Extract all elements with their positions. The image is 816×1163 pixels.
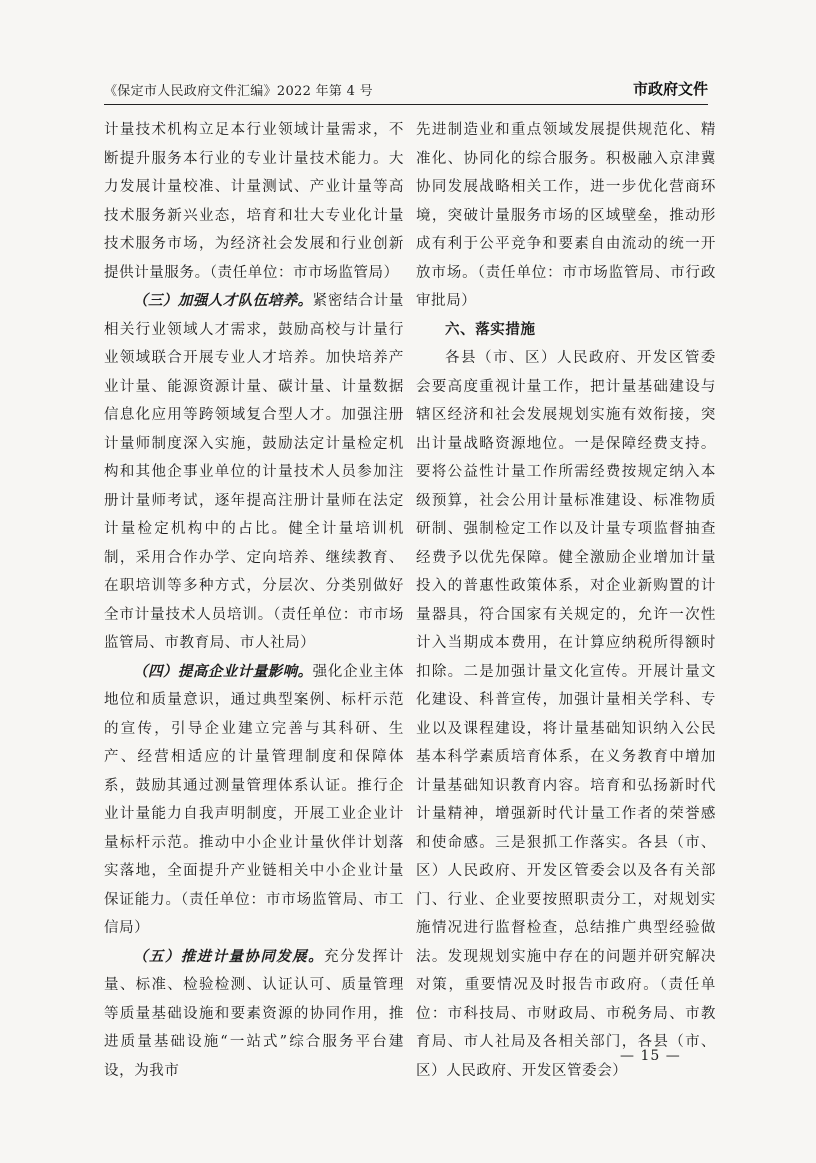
section-3 [104, 287, 404, 658]
section-4-title: （四）提高企业计量影响。 [133, 662, 313, 680]
section-4 [104, 658, 404, 943]
page-header [104, 78, 708, 105]
section-5-title: （五）推进计量协同发展。 [133, 947, 325, 965]
left-column [104, 116, 404, 1085]
paragraph: 计量技术机构立足本行业领域计量需求，不断提升服务本行业的专业计量技术能力。大力发展计量校准、计量测试、产业计量等高技术服务新兴业态，培育和壮大专业化计量技术服务市场，为经济社会发展和行业创新提供计量服务。（责任单位：市市场监管局） [104, 122, 404, 281]
publication-title: 《保定市人民政府文件汇编》2022 年第 4 号 [104, 84, 373, 99]
section-4-text: 强化企业主体地位和质量意识，通过典型案例、标杆示范的宣传，引导企业建立完善与其科研、生产、经营相适应的计量管理制度和保障体系，鼓励其通过测量管理体系认证。推行企业计量能力自我声明制度，开展工业企业计量标杆示范。推动中小企业计量伙伴计划落实落地，全面提升产业链相关中小企业计量保证能力。（责任单位：市市场监管局、市工信局） [104, 663, 404, 936]
section-label: 市政府文件 [632, 80, 708, 98]
section-6-text: 各县（市、区）人民政府、开发区管委会要高度重视计量工作，把计量基础建设与辖区经济和社会发展规划实施有效衔接，突出计量战略资源地位。一是保障经费支持。要将公益性计量工作所需经费按规定纳入本级预算，社会公用计量标准建设、标准物质研制、强制检定工作以及计量专项监督抽查经费予以优先保障。健全激励企业增加计量投入的普惠性政策体系，对企业新购置的计量器具，符合国家有关规定的，允许一次性计入当期成本费用，在计算应纳税所得额时扣除。二是加强计量文化宣传。开展计量文化建设、科普宣传，加强计量相关学科、专业以及课程建设，将计量基础知识纳入公民基本科学素质培育体系，在义务教育中增加计量基础知识教育内容。培育和弘扬新时代计量精神，增强新时代计量工作者的荣誉感和使命感。三是狠抓工作落实。各县（市、区）人民政府、开发区管委会以及各有关部门、行业、企业要按照职责分工，对规划实施情况进行监督检查，总结推广典型经验做法。发现规划实施中存在的问题并研究解决对策，重要情况及时报告市政府。（责任单位：市科技局、市财政局、市税务局、市教育局、市人社局及各相关部门，各县（市、区）人民政府、开发区管委会） [416, 350, 716, 1079]
section-3-title: （三）加强人才队伍培养。 [133, 292, 313, 309]
section-6-heading: 六、落实措施 [445, 321, 536, 338]
section-5-text: 充分发挥计量、标准、检验检测、认证认可、质量管理等质量基础设施和要素资源的协同作用，推进质量基础设施“一站式”综合服务平台建设，为我市 [104, 948, 405, 1079]
section-5 [104, 943, 404, 1086]
right-column [416, 116, 716, 1085]
page-number: — 15 — [620, 1048, 681, 1064]
section-3-text: 紧密结合计量相关行业领域人才需求，鼓励高校与计量行业领域联合开展专业人才培养。加快培养产业计量、能源资源计量、碳计量、计量数据信息化应用等跨领域复合型人才。加强注册计量师制度深入实施，鼓励法定计量检定机构和其他企事业单位的计量技术人员参加注册计量师考试，逐年提高注册计量师在法定计量检定机构中的占比。健全计量培训机制，采用合作办学、定向培养、继续教育、在职培训等多种方式，分层次、分类别做好全市计量技术人员培训。（责任单位：市市场监管局、市教育局、市人社局） [104, 293, 404, 651]
paragraph: 先进制造业和重点领域发展提供规范化、精准化、协同化的综合服务。积极融入京津冀协同发展战略相关工作，进一步优化营商环境，突破计量服务市场的区域壁垒，推动形成有利于公平竞争和要素自由流动的统一开放市场。（责任单位：市市场监管局、市行政审批局） [416, 122, 716, 309]
